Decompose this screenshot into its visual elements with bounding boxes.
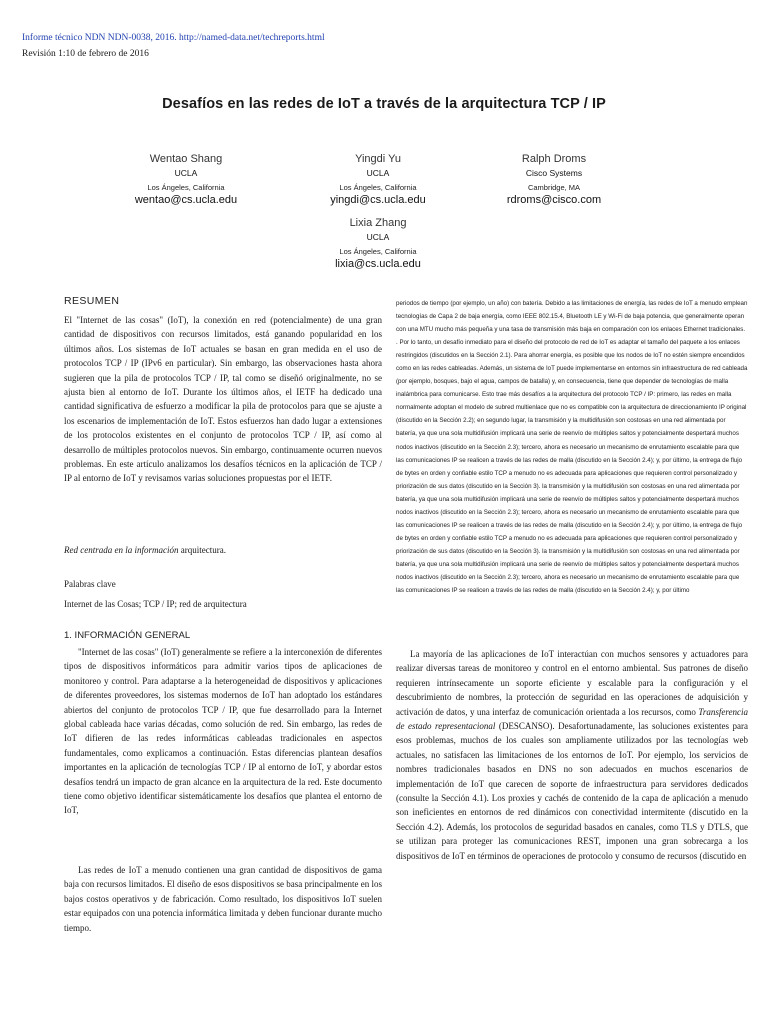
paper-title: Desafíos en las redes de IoT a través de la arquitectura TCP / IP — [162, 96, 606, 112]
author-location: Cambridge, MA — [527, 183, 581, 192]
author-name: Wentao Shang — [149, 153, 223, 165]
intro-paragraph: Las redes de IoT a menudo contienen una gran cantidad de dispositivos de gama baja con recursos limitados. El diseño de esos dispositivos se basa principalmente en los bajos costos operativos y de fabricación. Como resultado, los dispositivos IoT suelen estar equipados con una potencia informática limitada y deben funcionar durante mucho tiempo. — [64, 865, 382, 933]
ccs-rest: arquitectura. — [178, 545, 226, 555]
author-email[interactable]: yingdi@cs.ucla.edu — [330, 194, 426, 206]
paragraph-start: La mayoría de las aplicaciones de IoT interactúan con muchos sensores y actuadores para realizar diversas tareas de monitoreo y control en el entorno ambiental. Sus patrones de diseño requieren intrínsecamente un soporte eficiente y escalable para la configuración y el descubrimiento de nombres, la protección de seguridad en las operaciones de adquisición y activación de datos, y una interfaz de comunicación orientada a los recursos, como — [396, 649, 748, 717]
keywords-body: Internet de las Cosas; TCP / IP; red de arquitectura — [64, 599, 247, 609]
author-block — [464, 153, 644, 206]
body-small-text: periodos de tiempo (por ejemplo, un año) con batería. Debido a las limitaciones de energía, las redes de IoT a menudo emplean tecnologías de Capa 2 de baja energía, como IEEE 802.15.4, Bluetooth LE y Wi-Fi de baja potencia, que generalmente operan con una MTU mucho más pequeña y una tasa de transmisión más baja en comparación con los enlaces Ethernet tradicionales. . Por lo tanto, un desafío inmediato para el diseño del protocolo de red de IoT es adaptar el tamaño del paquete a los enlaces restringidos (discutidos en la Sección 2.1). Para ahorrar energía, es posible que los nodos de IoT no estén siempre encendidos como en las redes cableadas. Además, un sistema de IoT puede implementarse en entornos sin infraestructura de red cableada (por ejemplo, bosques, bajo el agua, campos de batalla) y, en consecuencia, tiene que depender de tecnologías de malla inalámbrica para comunicarse. Esto trae más desafíos a la arquitectura del protocolo TCP / IP: primero, las redes en malla normalmente adoptan el modelo de subred multienlace que no es compatible con la arquitectura de direccionamiento IP original (discutido en la Sección 2.2); en segundo lugar, la transmisión y la multidifusión son costosas en una red alimentada por batería, ya que una sola multidifusión implicará una serie de reenvío de múltiples saltos y potencialmente despertará muchos nodos inactivos (discutido en la Sección 2.3); tercero, ahora es necesario un mecanismo de enrutamiento escalable para que las comunicaciones IP se realicen a través de las redes de malla (discutido en la Sección 2.4); y, por último, la entrega de flujo de bytes en orden y confiable estilo TCP a menudo no es adecuada para aplicaciones que requieren control personalizado y priorización de sus datos (discutido en la Sección 3). la transmisión y la multidifusión son costosas en una red alimentada por batería, ya que una sola multidifusión implicará una serie de reenvío de múltiples saltos y potencialmente despertará muchos nodos inactivos (discutido en la Sección 2.3); tercero, ahora es necesario un mecanismo de enrutamiento escalable para que las comunicaciones IP se realicen a través de las redes de malla (discutido en la Sección 2.4); y, por último, la entrega de flujo de bytes en orden y confiable estilo TCP a menudo no es adecuada para aplicaciones que requieren control personalizado y priorización de sus datos (discutido en la Sección 3). la transmisión y la multidifusión son costosas en una red alimentada por batería, ya que una sola multidifusión implicará una serie de reenvío de múltiples saltos y potencialmente despertará muchos nodos inactivos (discutido en la Sección 2.3); tercero, ahora es necesario un mecanismo de enrutamiento escalable para que las comunicaciones IP se realicen a través de las redes de malla (discutido en la Sección 2.4); y, por último — [396, 300, 748, 595]
revision-date: Revisión 1:10 de febrero de 2016 — [22, 49, 149, 59]
author-name: Lixia Zhang — [349, 217, 407, 229]
rest-term: Transferencia de estado representacional — [396, 706, 748, 732]
author-block — [96, 153, 276, 206]
section-heading: 1. INFORMACIÓN GENERAL — [64, 630, 191, 641]
author-org: UCLA — [366, 168, 390, 178]
author-name: Yingdi Yu — [355, 153, 401, 165]
author-email[interactable]: wentao@cs.ucla.edu — [134, 194, 238, 206]
paragraph-rest: (DESCANSO). Desafortunadamente, las soluciones existentes para esos problemas, muchos de los cuales son ampliamente utilizados por las tecnologías web actuales, no satisfacen las limitaciones de los entornos de IoT. Por ejemplo, los servicios de nombres tradicionales basados en DNS no son adecuados en muchos escenarios de implementación de IoT que carecen de soporte de infraestructura para servidores dedicados (consulte la Sección 4.1). Los proxies y cachés de contenido de la capa de aplicación a menudo son ineficientes en entornos de red dinámicos con conectividad intermitente (discutido en la Sección 4.2). Además, los protocolos de seguridad basados en canales, como TLS y DTLS, que se utilizan para proteger las comunicaciones REST, imponen una gran sobrecarga a los dispositivos de IoT en términos de operaciones de protocolo y consumo de recursos (discutido en — [396, 721, 748, 861]
keywords-heading: Palabras clave — [64, 579, 116, 589]
body-paragraph — [396, 647, 748, 863]
abstract-body: El "Internet de las cosas" (IoT), la conexión en red (potencialmente) de una gran cantidad de dispositivos con recursos limitados, está ganando popularidad en los últimos años. Los sistemas de IoT actuales se basan en gran medida en el uso de protocolos TCP / IP (IPv6 en particular). Sin embargo, las observaciones hasta ahora sugieren que la pila de protocolos TCP / IP, tal como se diseñó originalmente, no se ajusta bien al entorno de IoT. Durante los últimos años, el IETF ha dedicado una cantidad significativa de esfuerzo a modificar la pila de protocolos para que se ajuste a los escenarios de implementación de IoT. Estos esfuerzos han dado lugar a extensiones de los protocolos existentes en el conjunto de protocolos TCP / IP, así como al desarrollo de múltiples protocolos nuevos. Sin embargo, continuamente ocurren nuevos problemas. En este artículo analizamos los desafíos técnicos en la aplicación de TCP / IP al entorno de IoT y revisamos varias soluciones propuestas por el IETF. — [64, 315, 382, 484]
ccs-concepts — [64, 543, 382, 557]
author-name: Ralph Droms — [521, 153, 587, 165]
ccs-italic: Red centrada en la información — [64, 545, 179, 555]
author-org: UCLA — [174, 168, 198, 178]
author-email[interactable]: rdroms@cisco.com — [506, 194, 602, 206]
abstract-heading: RESUMEN — [64, 295, 120, 307]
author-email[interactable]: lixia@cs.ucla.edu — [335, 258, 421, 270]
author-block — [288, 217, 468, 270]
author-location: Los Ángeles, California — [339, 247, 417, 256]
tech-report-link[interactable]: Informe técnico NDN NDN-0038, 2016. http://named-data.net/techreports.html — [22, 33, 325, 43]
author-location: Los Ángeles, California — [147, 183, 225, 192]
author-org: UCLA — [366, 232, 390, 242]
intro-paragraph: "Internet de las cosas" (IoT) generalmente se refiere a la interconexión de diferentes tipos de dispositivos informáticos para admitir varios tipos de aplicaciones de monitoreo y control. Para adaptarse a la heterogeneidad de dispositivos y aplicaciones de diferentes proveedores, los sistemas modernos de IoT han adoptado los estándares abiertos del conjunto de protocolos TCP / IP, que fue desarrollado para la Internet global cableada hace varias décadas, como solución de red. Sin embargo, las redes de IoT difieren de las redes informáticas cableadas tradicionales en aspectos fundamentales, como explicamos a continuación. Estas diferencias plantean desafíos importantes en la aplicación de tecnologías TCP / IP al entorno de IoT, y abordar estos desafíos tendrá un impacto de gran alcance en la arquitectura de la red. Este documento tiene como objetivo identificar sistemáticamente los desafíos que plantea el entorno de IoT, — [64, 647, 382, 816]
author-org: Cisco Systems — [525, 168, 583, 178]
author-location: Los Ángeles, California — [339, 183, 417, 192]
author-block — [288, 153, 468, 206]
